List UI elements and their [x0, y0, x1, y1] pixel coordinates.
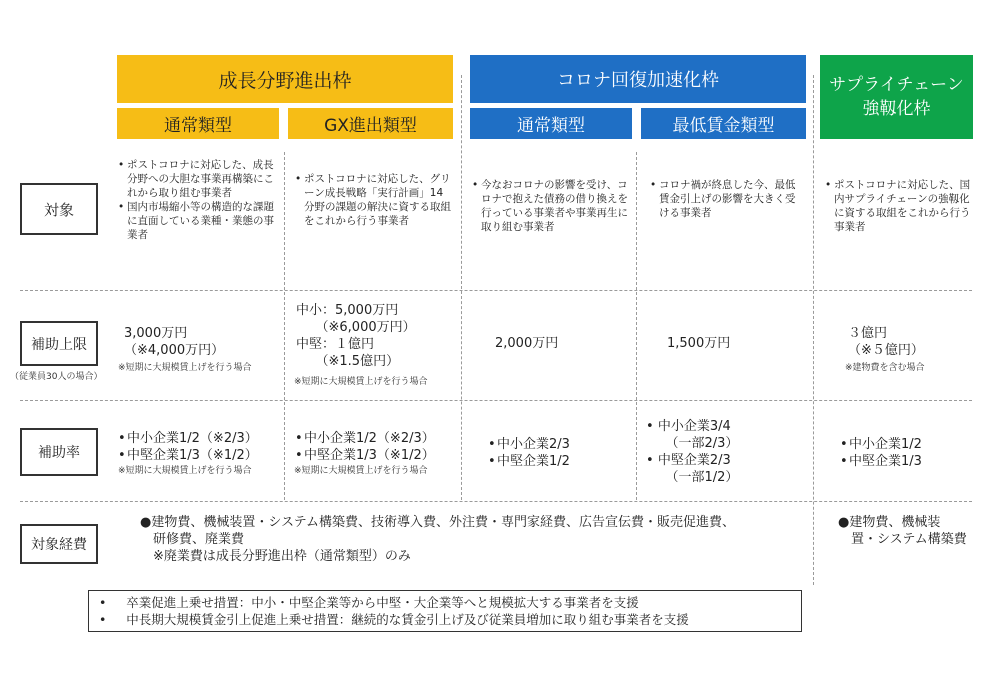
expenses-supply — [838, 514, 973, 548]
limit-line: 中小：5,000万円 — [296, 303, 399, 318]
limit-growth-normal — [124, 325, 284, 359]
rate-line: • 中小企業3/4 — [646, 419, 731, 434]
limit-line: 3,000万円 — [124, 326, 188, 341]
rate-minwage — [646, 418, 806, 486]
list-item: • ポストコロナに対応した、国内サプライチェーンの強靱化に資する取組をこれから行う事業者 — [825, 178, 975, 234]
divider-h1 — [20, 290, 972, 291]
rate-line-text: 中小企業3/4 — [657, 419, 731, 434]
target-growth-normal — [118, 158, 278, 242]
rate-gx — [295, 430, 460, 464]
row-label-rate: 補助率 — [20, 428, 98, 476]
list-item: • 国内市場縮小等の構造的な課題に直面している業種・業態の事業者 — [118, 200, 278, 242]
rate-line: （一部2/3） — [646, 436, 739, 451]
expenses-main-line1: ●建物費、機械装置・システム構築費、技術導入費、外注費・専門家経費、広告宣伝費・販売促進費、 — [140, 515, 736, 530]
target-supply — [825, 178, 975, 234]
limit-line: ３億円 — [848, 326, 888, 341]
expenses-main-note: ※廃業費は成長分野進出枠（通常類型）のみ — [153, 549, 411, 564]
list-item: • 中堅企業1/3 — [840, 453, 970, 470]
list-item: • 中堅企業1/3（※1/2） — [118, 447, 283, 464]
list-item: • ポストコロナに対応した、グリーン成長戦略「実行計画」14分野の課題の解決に資する取組をこれから行う事業者 — [295, 172, 453, 228]
target-gx — [295, 172, 453, 228]
divider-h3 — [20, 501, 972, 502]
limit-line: （※５億円） — [848, 343, 924, 358]
divider-v1 — [284, 152, 285, 500]
divider-v4 — [813, 75, 814, 585]
list-item: • 中小企業1/2（※2/3） — [295, 430, 460, 447]
footnote-text: 中長期大規模賃金引上促進上乗せ措置：継続的な賃金引上げ及び従業員増加に取り組む事業者を支援 — [126, 612, 689, 627]
rate-line: • 中堅企業2/3 — [646, 453, 731, 468]
list-item: • 中堅企業1/3（※1/2） — [295, 447, 460, 464]
limit-growth-normal-note: ※短期に大規模賃上げを行う場合 — [118, 363, 252, 373]
list-item: • 中小企業2/3 — [488, 436, 628, 453]
header-supply — [820, 55, 973, 139]
list-item: • ポストコロナに対応した、成長分野への大胆な事業再構築にこれから取り組む事業者 — [118, 158, 278, 200]
list-item: • 中小企業1/2 — [840, 436, 970, 453]
subheader-minwage: 最低賃金類型 — [641, 108, 806, 139]
rate-growth-normal-note: ※短期に大規模賃上げを行う場合 — [118, 466, 252, 476]
list-item: • 中堅企業1/2 — [488, 453, 628, 470]
limit-minwage: 1,500万円 — [667, 336, 731, 351]
list-item: • コロナ禍が終息した今、最低賃金引上げの影響を大きく受ける事業者 — [650, 178, 805, 220]
footnote-item: • 中長期大規模賃金引上促進上乗せ措置：継続的な賃金引上げ及び従業員増加に取り組む事業者を支援 — [99, 612, 689, 627]
limit-line: （※6,000万円） — [296, 320, 416, 335]
divider-v2 — [461, 75, 462, 500]
rate-supply — [840, 436, 970, 470]
header-supply-line2: 強靱化枠 — [862, 99, 931, 119]
rate-gx-note: ※短期に大規模賃上げを行う場合 — [294, 466, 428, 476]
subheader-growth-normal: 通常類型 — [117, 108, 279, 139]
divider-v3 — [636, 152, 637, 500]
row-label-limit: 補助上限 — [20, 321, 98, 366]
expenses-supply-line1: ●建物費、機械装 — [838, 515, 941, 530]
expenses-main — [140, 514, 808, 565]
limit-line: （※4,000万円） — [124, 343, 225, 358]
limit-supply — [848, 325, 973, 359]
target-minwage — [650, 178, 805, 220]
expenses-main-line2: 研修費、廃業費 — [153, 532, 245, 547]
header-corona: コロナ回復加速化枠 — [470, 55, 806, 103]
target-corona-normal — [472, 178, 630, 234]
rate-corona-normal — [488, 436, 628, 470]
limit-gx-note: ※短期に大規模賃上げを行う場合 — [294, 377, 428, 387]
header-growth: 成長分野進出枠 — [117, 55, 453, 103]
limit-line: （※1.5億円） — [296, 354, 400, 369]
list-item: • 今なおコロナの影響を受け、コロナで抱えた債務の借り換えを行っている事業者や事業再生に取り組む事業者 — [472, 178, 630, 234]
divider-h2 — [20, 400, 972, 401]
row-sublabel-limit: （従業員30人の場合） — [10, 372, 103, 382]
header-supply-line1: サプライチェーン — [829, 75, 964, 95]
limit-corona-normal: 2,000万円 — [495, 336, 559, 351]
rate-line: （一部1/2） — [646, 470, 739, 485]
footnote-item: • 卒業促進上乗せ措置：中小・中堅企業等から中堅・大企業等へと規模拡大する事業者を支援 — [99, 595, 639, 610]
subheader-gx: GX進出類型 — [288, 108, 453, 139]
subheader-corona-normal: 通常類型 — [470, 108, 632, 139]
limit-supply-note: ※建物費を含む場合 — [845, 363, 925, 373]
expenses-supply-line2: 置・システム構築費 — [851, 532, 967, 547]
footnote-text: 卒業促進上乗せ措置：中小・中堅企業等から中堅・大企業等へと規模拡大する事業者を支援 — [126, 595, 639, 610]
row-label-expenses: 対象経費 — [20, 524, 98, 564]
row-label-target: 対象 — [20, 183, 98, 235]
list-item: • 中小企業1/2（※2/3） — [118, 430, 283, 447]
footnote-box — [88, 590, 802, 632]
limit-line: 中堅：１億円 — [296, 337, 375, 352]
rate-growth-normal — [118, 430, 283, 464]
rate-line-text: 中堅企業2/3 — [657, 453, 731, 468]
limit-gx — [296, 302, 461, 370]
